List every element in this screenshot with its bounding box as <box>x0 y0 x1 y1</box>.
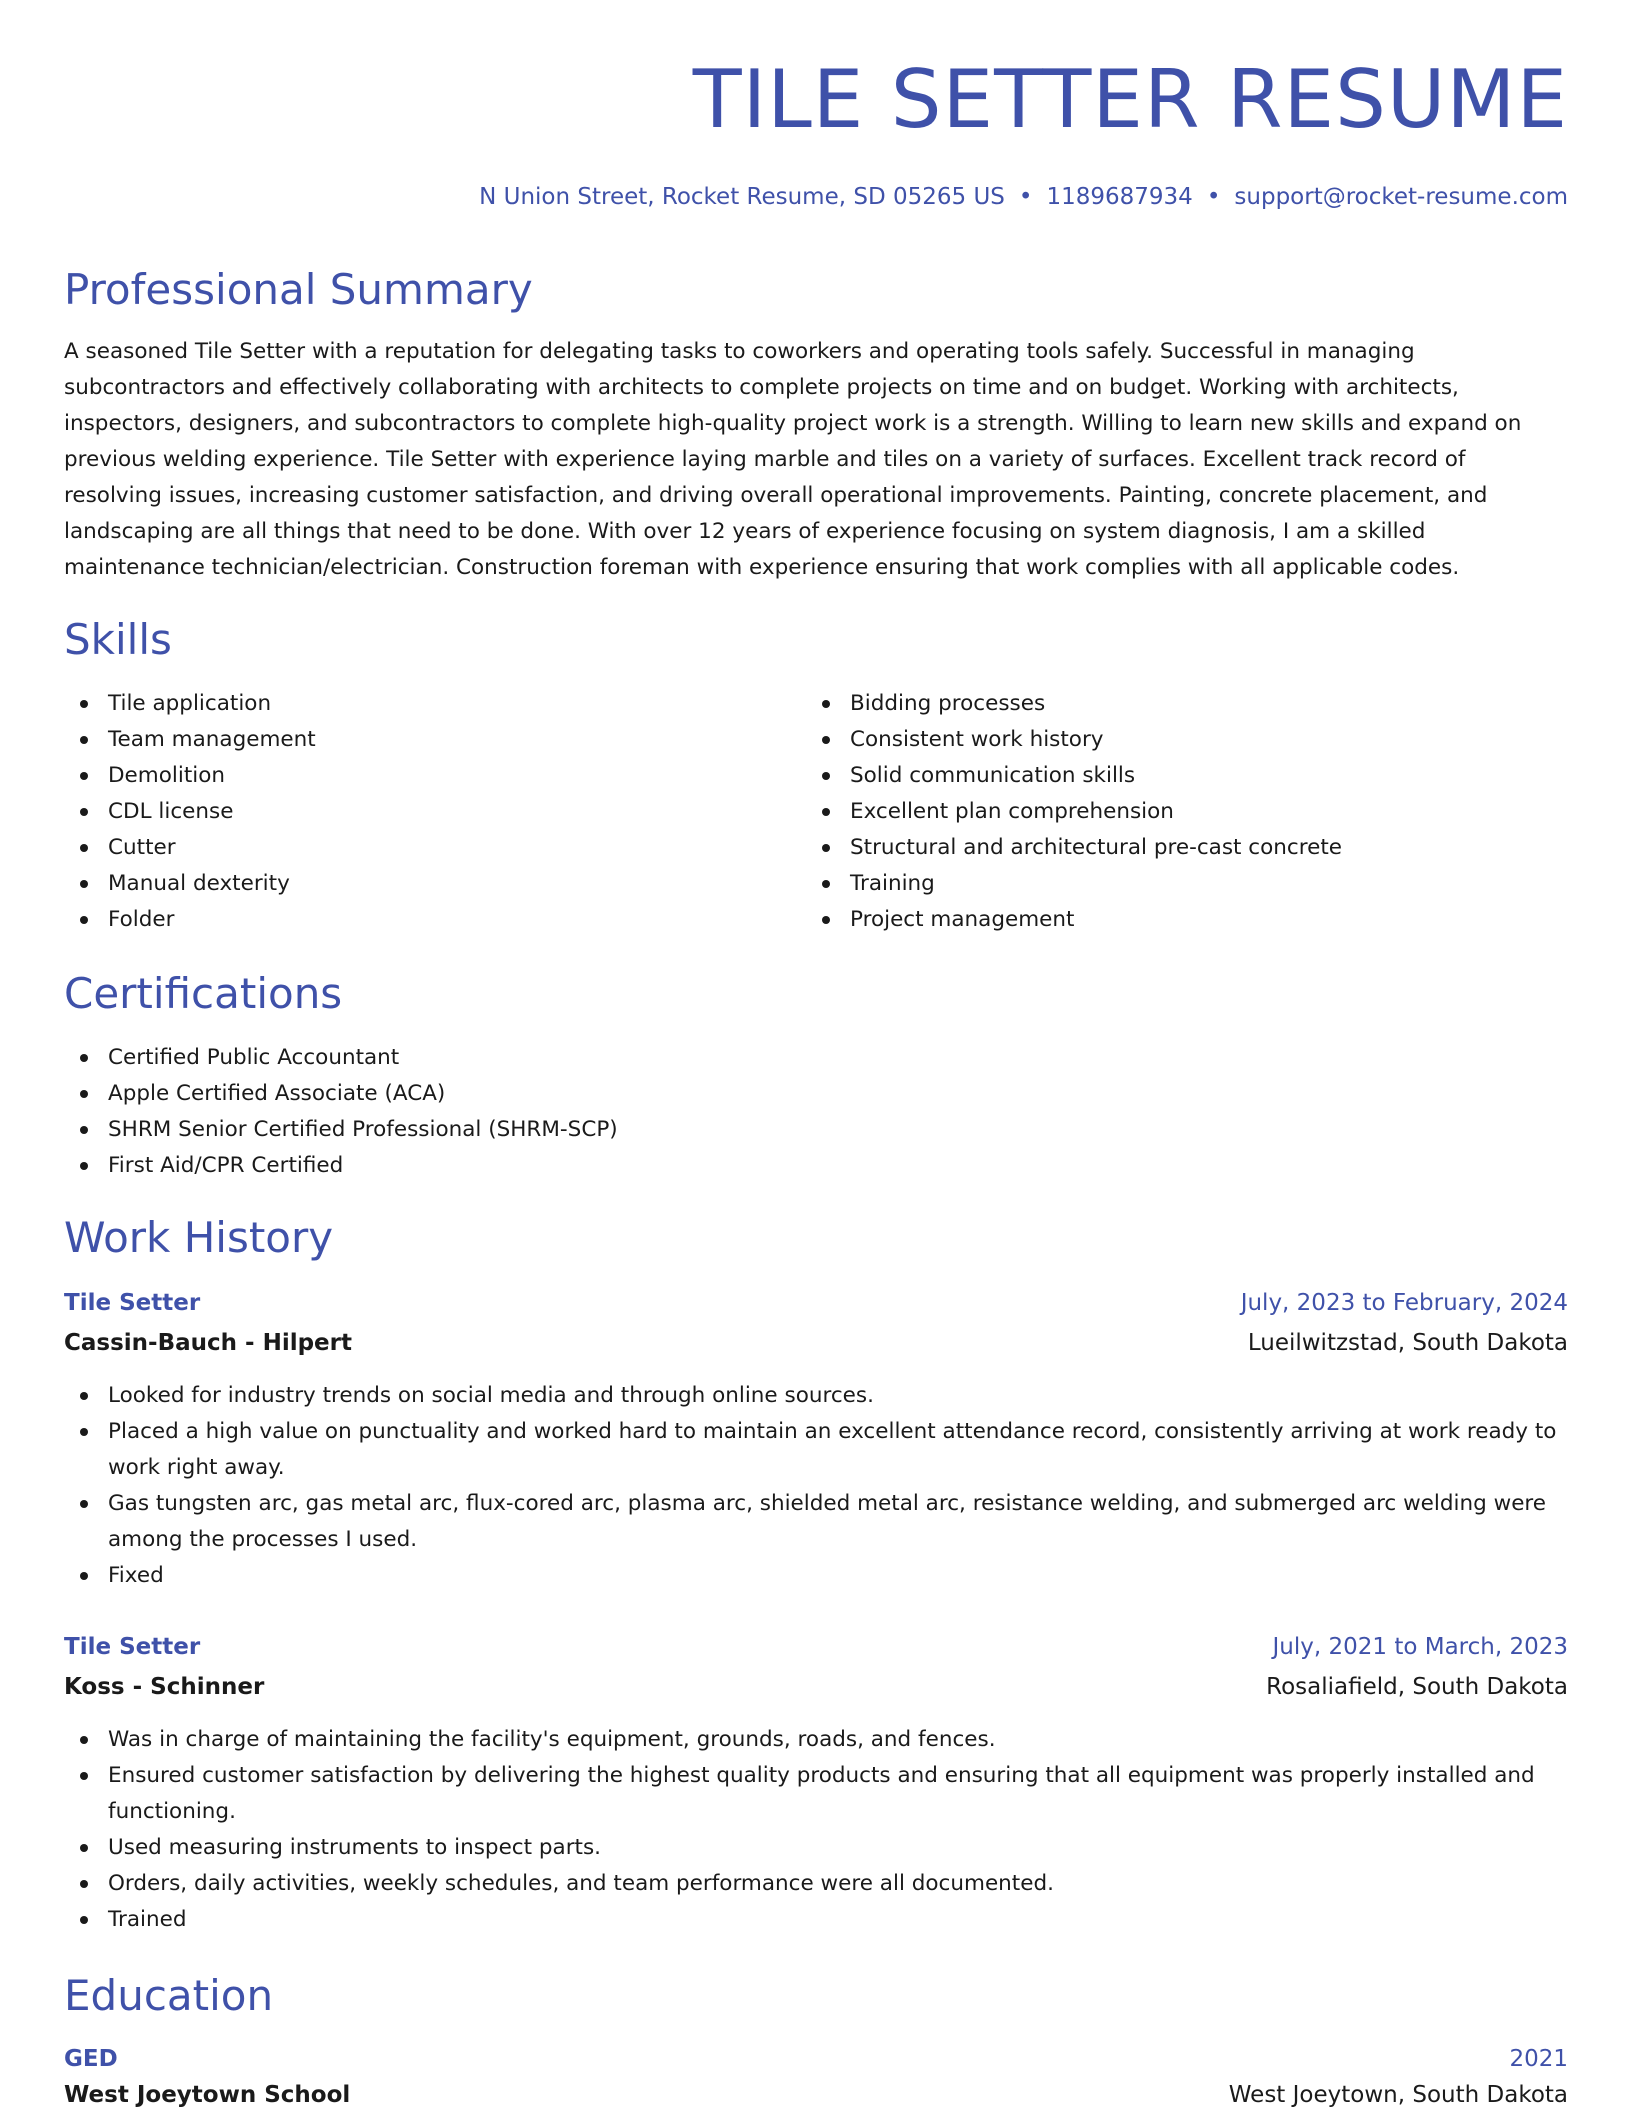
job-header-row <box>64 1630 1568 1664</box>
education-school: West Joeytown School <box>64 2082 351 2108</box>
skill-item: Bidding processes <box>806 686 1566 722</box>
skills-heading: Skills <box>64 615 172 664</box>
summary-heading: Professional Summary <box>64 265 533 314</box>
skills-list-right <box>806 686 1566 938</box>
skill-item: CDL license <box>64 794 764 830</box>
contact-separator: • <box>1018 184 1033 210</box>
skill-item: Solid communication skills <box>806 758 1566 794</box>
skill-item: Structural and architectural pre-cast concrete <box>806 830 1566 866</box>
contact-line <box>479 180 1568 214</box>
job-bullet: Trained <box>64 1902 1568 1938</box>
job-bullet: Used measuring instruments to inspect parts. <box>64 1830 1568 1866</box>
certifications-list <box>64 1040 1568 1184</box>
contact-email[interactable]: support@rocket-resume.com <box>1234 184 1568 210</box>
job-dates: July, 2023 to February, 2024 <box>1240 1290 1568 1316</box>
skill-item: Training <box>806 866 1566 902</box>
certification-item: Apple Certified Associate (ACA) <box>64 1076 1568 1112</box>
education-location: West Joeytown, South Dakota <box>1228 2082 1568 2108</box>
job-bullet: Ensured customer satisfaction by delivering the highest quality products and ensuring that all equipment was properly installed and functioning. <box>64 1758 1568 1830</box>
contact-separator: • <box>1206 184 1221 210</box>
job-company: Cassin-Bauch - Hilpert <box>64 1330 352 1356</box>
education-header-row <box>64 2042 1568 2076</box>
education-degree: GED <box>64 2046 118 2072</box>
skill-item: Tile application <box>64 686 764 722</box>
skill-item: Project management <box>806 902 1566 938</box>
contact-address: N Union Street, Rocket Resume, SD 05265 US <box>479 184 1005 210</box>
job-title: Tile Setter <box>64 1634 201 1660</box>
job-bullet: Was in charge of maintaining the facility's equipment, grounds, roads, and fences. <box>64 1722 1568 1758</box>
skills-list-left <box>64 686 764 938</box>
job-bullet: Fixed <box>64 1558 1568 1594</box>
job-location: Rosaliafield, South Dakota <box>1266 1674 1568 1700</box>
job-header-row <box>64 1286 1568 1320</box>
job-bullets <box>64 1378 1568 1594</box>
certifications-heading: Certifications <box>64 969 343 1018</box>
work-history-heading: Work History <box>64 1213 334 1262</box>
certification-item: SHRM Senior Certified Professional (SHRM-SCP) <box>64 1112 1568 1148</box>
skill-item: Team management <box>64 722 764 758</box>
certification-item: Certified Public Accountant <box>64 1040 1568 1076</box>
skill-item: Folder <box>64 902 764 938</box>
job-company-row <box>64 1326 1568 1360</box>
job-bullet: Gas tungsten arc, gas metal arc, flux-cored arc, plasma arc, shielded metal arc, resistance welding, and submerged arc welding were among the processes I used. <box>64 1486 1568 1558</box>
summary-text: A seasoned Tile Setter with a reputation for delegating tasks to coworkers and operating tools safely. Successful in managing subcontractors and effectively collaborating with architects to complete projects on time and on budget. Working with architects, inspectors, designers, and subcontractors to complete high-quality project work is a strength. Willing to learn new skills and expand on previous welding experience. Tile Setter with experience laying marble and tiles on a variety of surfaces. Excellent track record of resolving issues, increasing customer satisfaction, and driving overall operational improvements. Painting, concrete placement, and landscaping are all things that need to be done. With over 12 years of experience focusing on system diagnosis, I am a skilled maintenance technician/electrician. Construction foreman with experience ensuring that work complies with all applicable codes. <box>64 339 1522 580</box>
certification-item: First Aid/CPR Certified <box>64 1148 1568 1184</box>
skill-item: Excellent plan comprehension <box>806 794 1566 830</box>
job-bullets <box>64 1722 1568 1938</box>
education-school-row <box>64 2078 1568 2112</box>
job-company-row <box>64 1670 1568 1704</box>
job-company: Koss - Schinner <box>64 1674 265 1700</box>
job-dates: July, 2021 to March, 2023 <box>1272 1634 1568 1660</box>
resume-title: TILE SETTER RESUME <box>692 53 1568 146</box>
skill-item: Consistent work history <box>806 722 1566 758</box>
education-year: 2021 <box>1509 2046 1568 2072</box>
job-bullet: Placed a high value on punctuality and worked hard to maintain an excellent attendance record, consistently arriving at work ready to work right away. <box>64 1414 1568 1486</box>
job-bullet: Looked for industry trends on social media and through online sources. <box>64 1378 1568 1414</box>
job-bullet: Orders, daily activities, weekly schedules, and team performance were all documented. <box>64 1866 1568 1902</box>
skill-item: Demolition <box>64 758 764 794</box>
skill-item: Manual dexterity <box>64 866 764 902</box>
job-title: Tile Setter <box>64 1290 201 1316</box>
contact-phone: 1189687934 <box>1046 184 1193 210</box>
job-location: Lueilwitzstad, South Dakota <box>1247 1330 1568 1356</box>
education-heading: Education <box>64 1971 274 2020</box>
skill-item: Cutter <box>64 830 764 866</box>
